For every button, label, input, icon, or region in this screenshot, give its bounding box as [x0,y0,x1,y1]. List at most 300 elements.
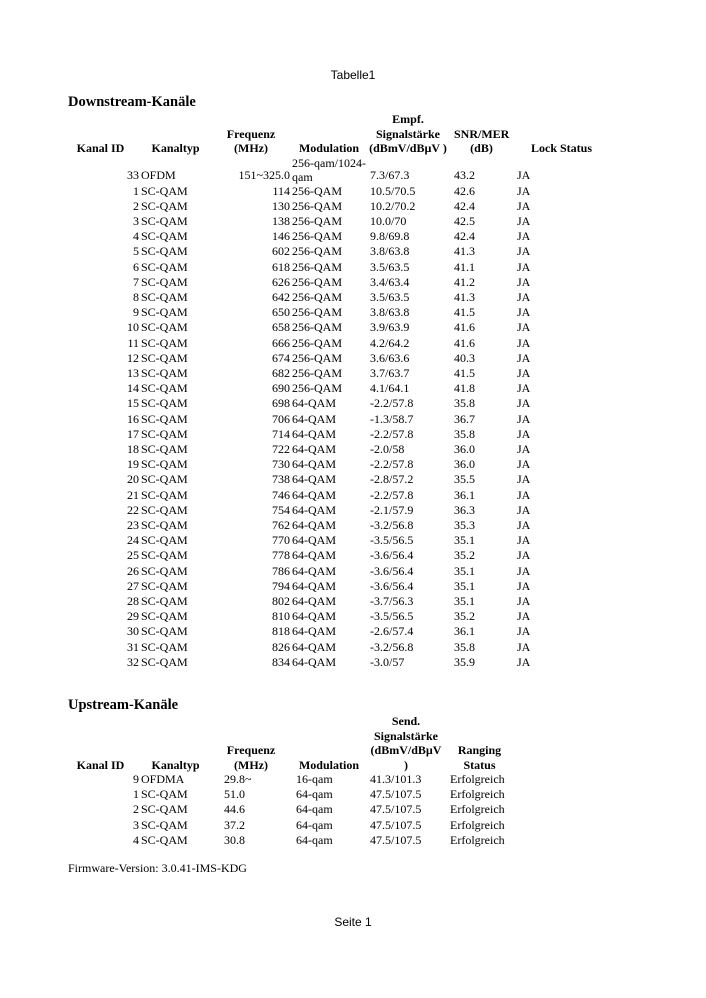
cell-modulation: 256-QAM [292,183,342,198]
cell-signal: -3.2/56.8 [370,639,414,654]
cell-kanaltyp: SC-QAM [141,817,188,832]
cell-kanal-id: 19 [127,457,139,472]
cell-modulation: 64-qam [296,832,333,847]
cell-lock: JA [517,320,531,335]
cell-signal: 3.4/63.4 [370,274,410,289]
cell-lock: JA [517,533,531,548]
cell-snr: 41.1 [454,259,475,274]
cell-modulation: 64-qam [296,787,333,802]
cell-kanal-id: 7 [133,274,139,289]
cell-lock: JA [517,411,531,426]
cell-signal: 47.5/107.5 [370,802,422,817]
cell-snr: 42.4 [454,229,475,244]
cell-kanal-id: 21 [127,487,139,502]
table-row [68,214,608,229]
cell-snr: 43.2 [454,168,475,183]
cell-kanaltyp: SC-QAM [141,213,188,228]
cell-kanal-id: 10 [127,320,139,335]
cell-lock: JA [517,502,531,517]
cell-snr: 35.2 [454,548,475,563]
cell-kanal-id: 23 [127,517,139,532]
cell-frequenz: 674 [272,350,290,365]
us-col-frequenz: Frequenz (MHz) [226,743,276,772]
cell-signal: -2.2/57.8 [370,426,414,441]
cell-kanal-id: 17 [127,426,139,441]
cell-snr: 42.6 [454,183,475,198]
cell-signal: -3.5/56.5 [370,609,414,624]
cell-kanaltyp: SC-QAM [141,229,188,244]
cell-kanal-id: 3 [133,817,139,832]
table-row [68,427,608,442]
cell-kanal-id: 22 [127,502,139,517]
cell-signal: -3.6/56.4 [370,548,414,563]
cell-signal: -2.6/57.4 [370,624,414,639]
cell-kanaltyp: OFDM [141,168,176,183]
table-row [68,396,608,411]
cell-kanal-id: 2 [133,198,139,213]
cell-snr: 35.1 [454,533,475,548]
cell-kanaltyp: SC-QAM [141,639,188,654]
cell-lock: JA [517,213,531,228]
cell-kanal-id: 32 [127,654,139,669]
table-row [68,503,608,518]
cell-ranging: Erfolgreich [450,772,505,786]
cell-modulation: 64-QAM [292,517,336,532]
page-footer: Seite 1 [334,915,372,929]
cell-signal: 3.5/63.5 [370,259,410,274]
cell-frequenz: 810 [272,609,290,624]
cell-signal: 3.6/63.6 [370,350,410,365]
table-row [68,802,513,817]
cell-snr: 42.5 [454,213,475,228]
cell-lock: JA [517,487,531,502]
cell-signal: 9.8/69.8 [370,229,410,244]
cell-kanal-id: 11 [127,335,139,350]
cell-modulation: 64-QAM [292,639,336,654]
cell-lock: JA [517,396,531,411]
cell-kanaltyp: SC-QAM [141,320,188,335]
cell-kanal-id: 18 [127,441,139,456]
cell-kanaltyp: SC-QAM [141,441,188,456]
cell-snr: 41.3 [454,244,475,259]
cell-lock: JA [517,548,531,563]
cell-snr: 35.1 [454,593,475,608]
cell-signal: -1.3/58.7 [370,411,414,426]
cell-signal: -3.2/56.8 [370,517,414,532]
cell-modulation: 64-QAM [292,426,336,441]
cell-signal: 3.5/63.5 [370,289,410,304]
cell-kanal-id: 13 [127,365,139,380]
table-row [68,787,513,802]
cell-snr: 41.5 [454,365,475,380]
cell-kanaltyp: SC-QAM [141,411,188,426]
cell-signal: -2.1/57.9 [370,502,414,517]
cell-modulation: 256-QAM [292,259,342,274]
cell-ranging: Erfolgreich [450,787,505,802]
cell-kanaltyp: SC-QAM [141,259,188,274]
cell-frequenz: 794 [272,578,290,593]
cell-frequenz: 770 [272,533,290,548]
table-row [68,624,608,639]
us-col-signal: Send. Signalstärke (dBmV/dBµV ) [370,714,442,772]
cell-signal: 3.9/63.9 [370,320,410,335]
cell-kanal-id: 3 [133,213,139,228]
cell-lock: JA [517,639,531,654]
cell-modulation: 64-QAM [292,548,336,563]
cell-snr: 36.7 [454,411,475,426]
table-row [68,472,608,487]
upstream-title: Upstream-Kanäle [68,697,179,713]
cell-lock: JA [517,563,531,578]
cell-signal: 10.2/70.2 [370,198,416,213]
cell-modulation: 256-QAM [292,289,342,304]
cell-snr: 41.6 [454,335,475,350]
cell-snr: 36.3 [454,502,475,517]
table-row [68,244,608,259]
cell-frequenz: 650 [272,305,290,320]
us-col-modulation: Modulation [298,757,359,772]
cell-kanal-id: 16 [127,411,139,426]
cell-lock: JA [517,259,531,274]
table-row [68,412,608,427]
cell-signal: 10.0/70 [370,213,407,228]
cell-modulation: 64-QAM [292,411,336,426]
cell-lock: JA [517,365,531,380]
cell-lock: JA [517,654,531,669]
cell-modulation: 64-QAM [292,472,336,487]
cell-frequenz: 802 [272,593,290,608]
cell-lock: JA [517,441,531,456]
cell-kanaltyp: SC-QAM [141,396,188,411]
cell-lock: JA [517,305,531,320]
cell-kanaltyp: SC-QAM [141,350,188,365]
cell-signal: -3.5/56.5 [370,533,414,548]
cell-kanaltyp: SC-QAM [141,578,188,593]
cell-signal: 4.1/64.1 [370,381,410,396]
cell-frequenz: 778 [272,548,290,563]
cell-modulation: 64-qam [296,817,333,832]
table-row [68,457,608,472]
table-row [68,320,608,335]
cell-snr: 41.2 [454,274,475,289]
table-row [68,336,608,351]
ds-col-kanaltyp: Kanaltyp [151,141,200,155]
cell-kanal-id: 4 [133,832,139,847]
cell-signal: -2.2/57.8 [370,396,414,411]
table-row [68,533,608,548]
cell-frequenz: 151~325.0 [238,168,290,183]
cell-kanaltyp: SC-QAM [141,335,188,350]
cell-kanaltyp: SC-QAM [141,654,188,669]
downstream-table [68,112,608,670]
cell-snr: 35.8 [454,426,475,441]
cell-frequenz: 30.8 [224,832,245,847]
cell-signal: -3.7/56.3 [370,593,414,608]
table-row [68,640,608,655]
cell-lock: JA [517,335,531,350]
cell-signal: 47.5/107.5 [370,817,422,832]
cell-lock: JA [517,274,531,289]
cell-kanaltyp: SC-QAM [141,365,188,380]
cell-kanaltyp: SC-QAM [141,517,188,532]
cell-frequenz: 706 [272,411,290,426]
cell-modulation: 64-QAM [292,457,336,472]
cell-kanal-id: 9 [133,772,139,786]
cell-frequenz: 682 [272,365,290,380]
cell-modulation: 64-QAM [292,609,336,624]
table-row [68,564,608,579]
cell-modulation: 64-QAM [292,502,336,517]
cell-snr: 41.3 [454,289,475,304]
cell-frequenz: 722 [272,441,290,456]
cell-modulation: 256-QAM [292,198,342,213]
cell-snr: 35.8 [454,639,475,654]
cell-modulation: 256-QAM [292,229,342,244]
cell-kanal-id: 14 [127,381,139,396]
table-row [68,290,608,305]
cell-snr: 35.2 [454,609,475,624]
ds-col-modulation: Modulation [298,141,359,155]
cell-kanal-id: 6 [133,259,139,274]
cell-signal: -3.0/57 [370,654,405,669]
cell-kanal-id: 1 [133,787,139,802]
cell-frequenz: 29.8~ [224,772,252,786]
cell-kanal-id: 33 [127,168,139,183]
cell-kanaltyp: SC-QAM [141,381,188,396]
cell-kanal-id: 30 [127,624,139,639]
cell-frequenz: 834 [272,654,290,669]
cell-signal: 7.3/67.3 [370,168,410,183]
cell-kanal-id: 4 [133,229,139,244]
cell-kanaltyp: SC-QAM [141,593,188,608]
cell-snr: 41.5 [454,305,475,320]
cell-lock: JA [517,472,531,487]
cell-lock: JA [517,229,531,244]
cell-snr: 35.1 [454,563,475,578]
cell-kanaltyp: SC-QAM [141,609,188,624]
cell-lock: JA [517,517,531,532]
cell-frequenz: 826 [272,639,290,654]
cell-kanaltyp: SC-QAM [141,305,188,320]
cell-snr: 35.8 [454,396,475,411]
cell-snr: 36.1 [454,487,475,502]
cell-kanal-id: 1 [133,183,139,198]
cell-signal: 3.8/63.8 [370,244,410,259]
cell-modulation: 64-QAM [292,396,336,411]
cell-signal: 47.5/107.5 [370,832,422,847]
cell-signal: 41.3/101.3 [370,772,422,786]
cell-signal: -3.6/56.4 [370,563,414,578]
table-row [68,366,608,381]
cell-kanaltyp: SC-QAM [141,563,188,578]
cell-lock: JA [517,289,531,304]
cell-modulation: 64-QAM [292,533,336,548]
cell-lock: JA [517,183,531,198]
cell-signal: 47.5/107.5 [370,787,422,802]
cell-lock: JA [517,624,531,639]
cell-kanaltyp: SC-QAM [141,502,188,517]
cell-snr: 36.0 [454,441,475,456]
cell-frequenz: 642 [272,289,290,304]
cell-ranging: Erfolgreich [450,802,505,817]
cell-kanaltyp: SC-QAM [141,472,188,487]
cell-signal: 10.5/70.5 [370,183,416,198]
cell-frequenz: 37.2 [224,817,245,832]
cell-signal: -3.6/56.4 [370,578,414,593]
cell-frequenz: 698 [272,396,290,411]
cell-modulation: 256-QAM [292,320,342,335]
cell-kanal-id: 8 [133,289,139,304]
ds-col-lock: Lock Status [530,141,592,155]
cell-ranging: Erfolgreich [450,832,505,847]
cell-frequenz: 738 [272,472,290,487]
cell-frequenz: 786 [272,563,290,578]
cell-snr: 35.9 [454,654,475,669]
cell-snr: 35.5 [454,472,475,487]
cell-kanaltyp: SC-QAM [141,426,188,441]
cell-snr: 36.1 [454,624,475,639]
us-col-kanaltyp: Kanaltyp [151,757,200,772]
cell-kanal-id: 15 [127,396,139,411]
cell-kanaltyp: SC-QAM [141,832,188,847]
cell-kanaltyp: SC-QAM [141,274,188,289]
cell-kanal-id: 26 [127,563,139,578]
table-row [68,655,608,670]
cell-frequenz: 130 [272,198,290,213]
cell-modulation: 256-QAM [292,365,342,380]
cell-frequenz: 626 [272,274,290,289]
cell-frequenz: 754 [272,502,290,517]
cell-snr: 35.1 [454,578,475,593]
cell-lock: JA [517,350,531,365]
cell-kanal-id: 24 [127,533,139,548]
cell-kanal-id: 25 [127,548,139,563]
table-row [68,488,608,503]
cell-modulation: 16-qam [296,772,333,786]
cell-kanal-id: 27 [127,578,139,593]
table-row [68,275,608,290]
cell-frequenz: 138 [272,213,290,228]
table-row [68,184,608,199]
ds-col-kanal-id: Kanal ID [76,141,125,155]
cell-modulation: 256-qam/1024-qam [292,155,366,184]
table-row [68,305,608,320]
ds-col-snr: SNR/MER (dB) [454,126,510,155]
cell-modulation: 256-QAM [292,274,342,289]
cell-kanal-id: 20 [127,472,139,487]
cell-lock: JA [517,381,531,396]
cell-kanal-id: 9 [133,305,139,320]
table-row [68,442,608,457]
cell-kanal-id: 28 [127,593,139,608]
upstream-rows [68,772,513,848]
cell-signal: 4.2/64.2 [370,335,410,350]
cell-kanaltyp: SC-QAM [141,183,188,198]
cell-modulation: 256-QAM [292,244,342,259]
cell-kanaltyp: SC-QAM [141,533,188,548]
cell-modulation: 256-QAM [292,305,342,320]
cell-snr: 41.6 [454,320,475,335]
cell-lock: JA [517,578,531,593]
cell-frequenz: 114 [272,183,290,198]
cell-kanal-id: 2 [133,802,139,817]
table-row [68,548,608,563]
cell-signal: 3.7/63.7 [370,365,410,380]
cell-lock: JA [517,168,531,183]
cell-kanal-id: 5 [133,244,139,259]
downstream-rows [68,156,608,671]
downstream-title: Downstream-Kanäle [68,94,196,110]
page-header: Tabelle1 [330,68,376,82]
table-row [68,381,608,396]
cell-modulation: 64-QAM [292,624,336,639]
cell-modulation: 64-QAM [292,441,336,456]
table-row [68,609,608,624]
table-row [68,594,608,609]
ds-col-signal: Empf. Signalstärke (dBmV/dBµV ) [369,112,447,155]
cell-lock: JA [517,593,531,608]
table-row [68,833,513,848]
table-row [68,772,513,787]
cell-lock: JA [517,244,531,259]
cell-kanaltyp: SC-QAM [141,487,188,502]
cell-kanal-id: 12 [127,350,139,365]
table-row [68,156,608,184]
table-row [68,351,608,366]
cell-kanaltyp: SC-QAM [141,624,188,639]
ds-col-frequenz: Frequenz (MHz) [226,126,276,155]
cell-kanaltyp: SC-QAM [141,802,188,817]
cell-frequenz: 690 [272,381,290,396]
cell-modulation: 64-qam [296,802,333,817]
cell-modulation: 64-QAM [292,487,336,502]
cell-modulation: 256-QAM [292,381,342,396]
us-col-ranging: Ranging Status [457,743,502,772]
cell-frequenz: 666 [272,335,290,350]
cell-modulation: 256-QAM [292,335,342,350]
cell-lock: JA [517,198,531,213]
cell-modulation: 64-QAM [292,654,336,669]
cell-kanaltyp: SC-QAM [141,787,188,802]
cell-frequenz: 714 [272,426,290,441]
cell-modulation: 64-QAM [292,593,336,608]
cell-modulation: 64-QAM [292,578,336,593]
cell-snr: 35.3 [454,517,475,532]
cell-signal: -2.2/57.8 [370,487,414,502]
cell-kanaltyp: SC-QAM [141,548,188,563]
cell-lock: JA [517,457,531,472]
cell-modulation: 256-QAM [292,213,342,228]
cell-snr: 40.3 [454,350,475,365]
cell-lock: JA [517,609,531,624]
cell-kanal-id: 31 [127,639,139,654]
cell-snr: 41.8 [454,381,475,396]
upstream-table [68,714,513,848]
cell-ranging: Erfolgreich [450,817,505,832]
cell-lock: JA [517,426,531,441]
cell-signal: -2.2/57.8 [370,457,414,472]
cell-modulation: 64-QAM [292,563,336,578]
table-row [68,229,608,244]
table-row [68,818,513,833]
cell-frequenz: 44.6 [224,802,245,817]
table-row [68,199,608,214]
table-row [68,518,608,533]
cell-frequenz: 51.0 [224,787,245,802]
cell-kanaltyp: OFDMA [141,772,185,786]
cell-frequenz: 746 [272,487,290,502]
cell-frequenz: 730 [272,457,290,472]
